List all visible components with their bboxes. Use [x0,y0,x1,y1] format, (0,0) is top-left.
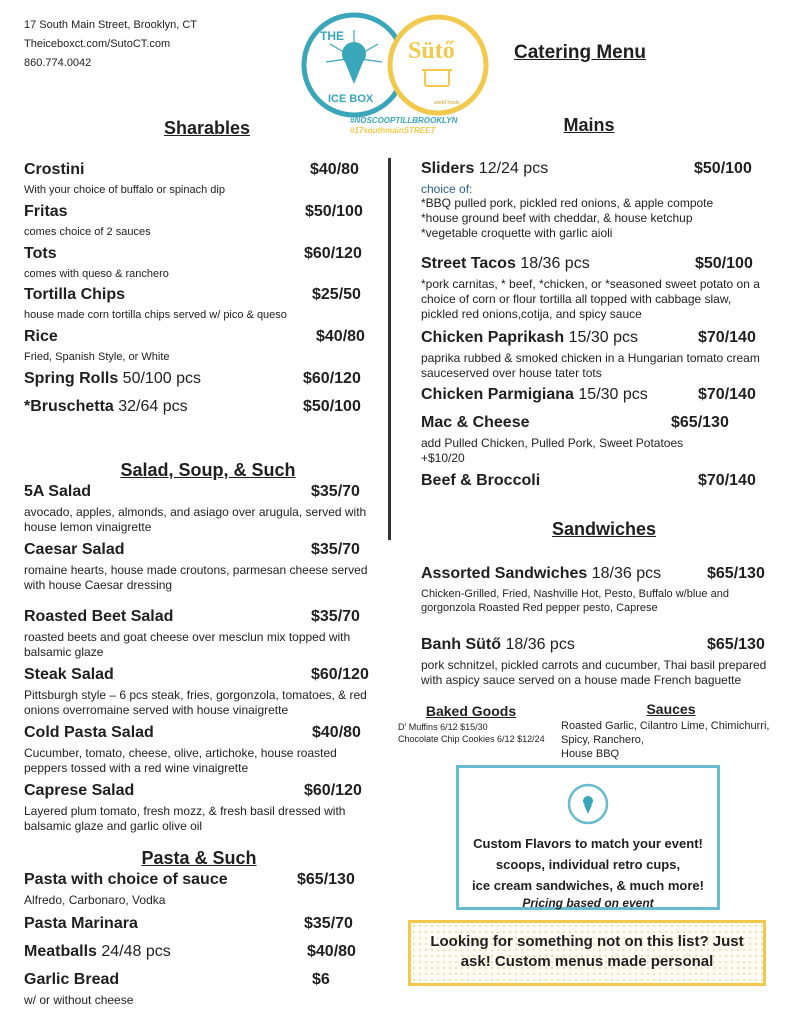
menu-item-caprese-salad [24,782,372,834]
item-name: Tots [24,245,57,262]
item-name: Tortilla Chips [24,286,126,303]
baked-item-cookies: Chocolate Chip Cookies 6/12 $12/24 [398,734,545,744]
phone: 860.774.0042 [24,57,92,69]
item-price: $60/120 [303,370,361,387]
baked-goods-title: Baked Goods [425,703,517,719]
menu-item-street-tacos [421,255,771,322]
flavors-line-1: Custom Flavors to match your event! [473,836,703,851]
item-qty: 12/24 pcs [474,160,549,177]
item-price: $50/100 [305,203,363,220]
item-price: $50/100 [303,398,361,415]
sauce-line-3: House BBQ [561,748,620,760]
item-name: Spring Rolls [24,370,119,387]
slider-option-3: *vegetable croquette with garlic aioli [421,226,613,240]
item-name: Rice [24,328,58,345]
item-name: Caprese Salad [24,782,135,799]
item-name: Sliders [421,160,475,177]
item-desc: Layered plum tomato, fresh mozz, & fresh basil dressed with balsamic glaze and garlic olive oil [24,804,346,833]
item-name: Pasta with choice of sauce [24,871,228,888]
item-qty: 18/36 pcs [587,565,662,582]
menu-item-pasta-marinara [24,915,372,937]
custom-line-1: Looking for something not on this list? Just [430,933,744,950]
item-name: Banh Sütő [421,636,501,653]
icebox-logo-text-top: THE [320,29,344,43]
sauce-line-2: Spicy, Ranchero, [561,734,644,746]
icebox-logo-text-bottom: ICE BOX [328,93,374,105]
menu-item-meatballs [24,943,372,965]
item-price: $50/100 [695,255,753,272]
menu-item-fritas [24,203,372,239]
item-qty: 18/36 pcs [501,636,575,653]
item-name: Chicken Parmigiana [421,386,574,403]
item-price: $25/50 [312,286,361,303]
item-price: $35/70 [304,915,353,932]
sharables-title: Sharables [163,118,251,138]
item-desc: house made corn tortilla chips served w/ pico & queso [24,309,287,321]
menu-item-assorted-sandwiches [421,565,771,615]
website: Theiceboxct.com/SutoCT.com [24,38,171,50]
item-price: $50/100 [694,160,752,177]
item-qty: 15/30 pcs [564,329,638,346]
item-qty: 50/100 pcs [118,370,201,387]
item-price: $70/140 [698,386,756,403]
column-divider [388,158,391,540]
item-name: Pasta Marinara [24,915,138,932]
contact-block [24,16,197,73]
menu-item-chicken-paprikash [421,329,771,381]
menu-item-cold-pasta-salad [24,724,372,776]
item-price: $40/80 [307,943,356,960]
item-price: $60/120 [311,666,369,683]
flavors-line-3: ice cream sandwiches, & much more! [472,878,704,893]
hashtag-2: #17southmainSTREET [350,126,436,135]
item-desc: avocado, apples, almonds, and asiago over arugula, served with house lemon vinaigrette [24,505,367,534]
item-desc: romaine hearts, house made croutons, parmesan cheese served with house Caesar dressing [24,563,368,592]
item-price: $6 [312,971,330,988]
item-price: $35/70 [311,608,360,625]
sauce-line-1: Roasted Garlic, Cilantro Lime, Chimichurri, [561,720,770,732]
icebox-suto-logo [298,10,494,130]
item-name: Crostini [24,161,85,178]
item-desc: *pork carnitas, * beef, *chicken, or *seasoned sweet potato on a choice of corn or flour tortilla all topped with cabbage slaw, pickled red onions,cotija, and spicy sauce [421,277,760,321]
item-name: Caesar Salad [24,541,125,558]
item-price: $40/80 [312,724,361,741]
item-price: $65/130 [297,871,355,888]
sauces-title: Sauces [646,701,696,717]
item-desc: comes choice of 2 sauces [24,226,151,238]
menu-item-caesar-salad [24,541,372,593]
custom-line-2: ask! Custom menus made personal [460,953,714,970]
item-price: $35/70 [311,483,360,500]
address: 17 South Main Street, Brooklyn, CT [24,19,198,31]
suto-logo-subtext: world foods [434,100,460,106]
menu-item-pasta-sauce [24,871,372,908]
baked-goods-list [398,721,545,745]
menu-item-roasted-beet-salad [24,608,404,660]
item-desc: roasted beets and goat cheese over mesclun mix topped with balsamic glaze [24,630,404,659]
item-name: Chicken Paprikash [421,329,565,346]
sauces-list [561,719,769,761]
item-desc: Chicken-Grilled, Fried, Nashville Hot, Pesto, Buffalo w/blue and gorgonzola Roasted Red pepper pesto, Caprese [421,588,729,614]
menu-item-spring-rolls [24,370,372,392]
item-name: Mac & Cheese [421,414,530,431]
menu-item-sliders [421,160,771,241]
item-desc: Alfredo, Carbonaro, Vodka [24,893,166,907]
item-name: Cold Pasta Salad [24,724,154,741]
menu-item-5a-salad [24,483,372,535]
sandwiches-section-title: Sandwiches [551,519,657,539]
item-qty: 18/36 pcs [515,255,590,272]
hashtags [350,116,457,136]
item-price: $65/130 [671,414,729,431]
item-desc: Pittsburgh style – 6 pcs steak, fries, gorgonzola, tomatoes, & red onions overromaine served with house vinaigrette [24,688,367,717]
baked-item-muffins: D' Muffins 6/12 $15/30 [398,722,488,732]
flavors-line-2: scoops, individual retro cups, [495,857,681,872]
item-qty: 15/30 pcs [573,386,648,403]
icebox-small-logo-icon [566,782,610,826]
item-name: Fritas [24,203,68,220]
menu-item-bruschetta [24,398,372,420]
item-price: $65/130 [707,636,765,653]
slider-option-1: *BBQ pulled pork, pickled red onions, & apple compote [421,196,714,210]
menu-item-mac-cheese [421,414,771,466]
suto-logo-text: Sütő [408,38,455,64]
item-price: $70/140 [698,472,756,489]
item-name: 5A Salad [24,483,91,500]
item-price: $40/80 [310,161,359,178]
menu-item-chicken-parmigiana [421,386,771,408]
menu-item-crostini [24,161,372,197]
salad-section-title: Salad, Soup, & Such [120,460,296,480]
item-desc: Cucumber, tomato, cheese, olive, artichoke, house roasted peppers tossed with a red wine vinaigrette [24,746,337,775]
item-price: $70/140 [698,329,756,346]
custom-flavors-box [456,765,720,910]
item-name: Roasted Beet Salad [24,608,174,625]
menu-item-tots [24,245,372,281]
item-desc: Fried, Spanish Style, or White [24,351,170,363]
item-qty: 24/48 pcs [96,943,171,960]
menu-item-beef-broccoli [421,472,771,494]
item-desc: paprika rubbed & smoked chicken in a Hungarian tomato cream sauceserved over house tater tots [421,351,760,380]
flavors-pricing-note: Pricing based on event [522,896,654,910]
menu-item-garlic-bread [24,971,372,1008]
pasta-section-title: Pasta & Such [141,848,257,868]
item-name: Meatballs [24,943,97,960]
item-desc: w/ or without cheese [24,993,134,1007]
item-desc: pork schnitzel, pickled carrots and cucumber, Thai basil prepared with aspicy sauce served on a house made French baguette [421,658,767,687]
item-name: *Bruschetta [24,398,114,415]
item-desc: With your choice of buffalo or spinach dip [24,184,225,196]
item-name: Street Tacos [421,255,516,272]
choice-label: choice of: [421,182,473,196]
menu-item-tortilla-chips [24,286,372,322]
item-name: Garlic Bread [24,971,120,988]
item-price: $60/120 [304,782,362,799]
item-desc: comes with queso & ranchero [24,268,169,280]
item-price: $35/70 [311,541,360,558]
item-price: $40/80 [316,328,365,345]
menu-item-steak-salad [24,666,374,718]
custom-menus-box [408,920,766,986]
menu-item-rice [24,328,372,364]
catering-menu-title: Catering Menu [514,42,646,63]
item-name: Assorted Sandwiches [421,565,588,582]
hashtag-1: #NOSCOOPTILLBROOKLYN [350,116,458,125]
slider-option-2: *house ground beef with cheddar, & house ketchup [421,211,693,225]
item-desc: add Pulled Chicken, Pulled Pork, Sweet Potatoes +$10/20 [421,436,684,465]
mains-section-title: Mains [563,115,615,135]
custom-menus-text [411,932,763,972]
item-name: Steak Salad [24,666,114,683]
menu-item-banh-suto [421,636,771,688]
item-price: $65/130 [707,565,765,582]
item-name: Beef & Broccoli [421,472,541,489]
item-qty: 32/64 pcs [113,398,188,415]
item-price: $60/120 [304,245,362,262]
